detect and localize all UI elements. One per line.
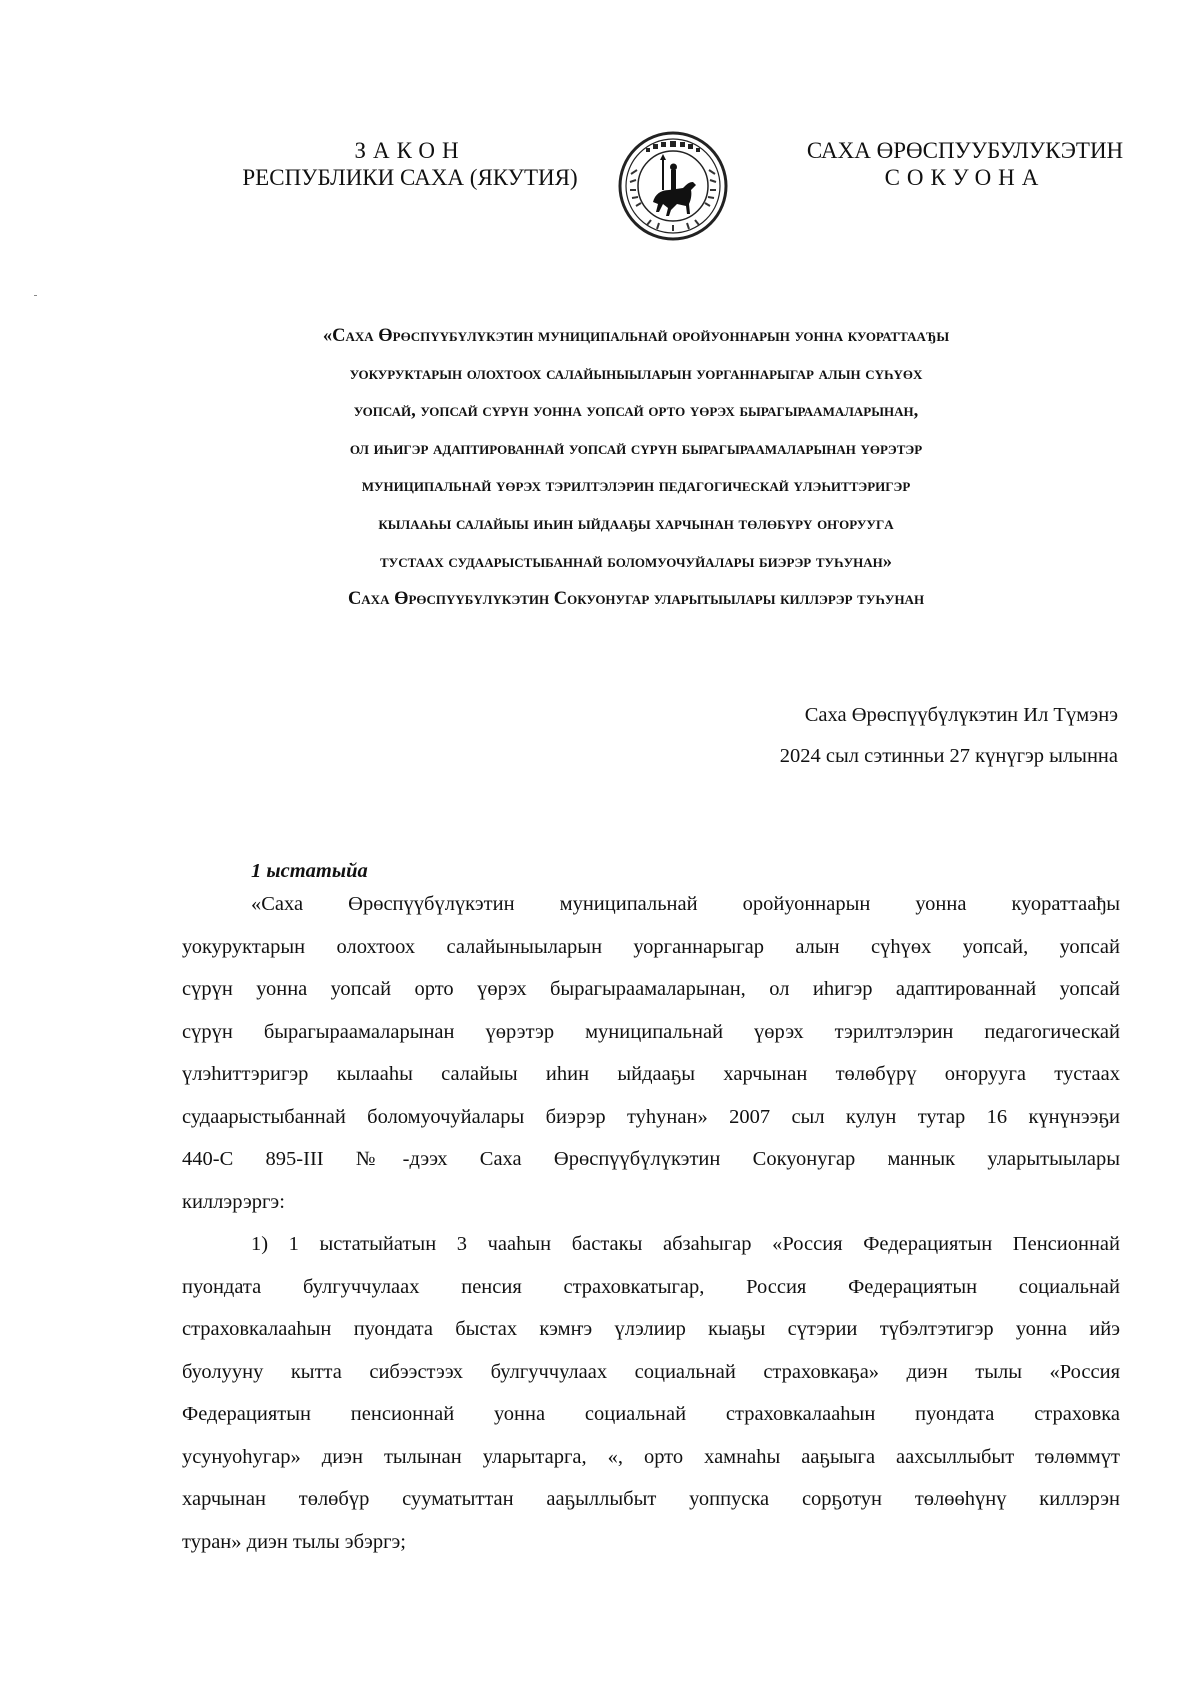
paragraph-line: усунуоһугар» диэн тылынан уларытарга, «, орто хамнаһы ааҕыыга аахсыллыбыт төлөммүт — [182, 1445, 1120, 1468]
paragraph-line: 1) 1 ыстатыйатын 3 чааһын бастакы абзаһыгар «Россия Федерациятын Пенсионнай — [251, 1233, 1120, 1255]
title-line: Саха Өрөспүүбүлүкэтин Сокуонугар уларытыылары киллэрэр туһунан — [347, 589, 925, 610]
paragraph-line: пуондата булгуччулаах пенсия страховкатыгар, Россия Федерациятын социальнай — [182, 1275, 1120, 1298]
title-line: уопсай, уопсай сүрүн уонна уопсай орто үөрэх бырагыраамаларынан, — [353, 401, 919, 422]
title-line: ол иһигэр адаптированнай уопсай сүрүн бырагыраамаларынан үөрэтэр — [349, 438, 923, 459]
sakha-republic-emblem-icon — [617, 130, 729, 242]
title-line: муниципальнай үөрэх тэрилтэлэрин педагогическай үлэһиттэригэр — [361, 476, 911, 497]
paragraph-line: үлэһиттэригэр кылааһы салайыы иһин ыйдааҕы харчынан төлөбүрү оҥоруугa тустаах — [182, 1063, 1120, 1085]
paragraph-line: туран» диэн тылы эбэргэ; — [182, 1530, 406, 1553]
header-right-line2: СОКУОНА — [884, 165, 1046, 190]
header-right-line1: САХА ӨРӨСПУУБУЛУКЭТИН — [806, 138, 1124, 163]
law-title — [150, 318, 1122, 619]
paragraph-line: страховкалааһын пуондата быстах кэмҥэ үлэлиир кыаҕы сүтэрии түбэлтэтигэр уонна ийэ — [182, 1318, 1120, 1340]
paragraph-line: уокуруктарын олохтоох салайыныыларын уорганнарыгар алын сүһүөх уопсай, уопсай — [182, 935, 1120, 958]
paragraph-1 — [182, 883, 1120, 1223]
adoption-date: 2024 сыл сэтинньи 27 күнүгэр ылынна — [779, 745, 1118, 767]
paragraph-line: 440-С 895-III №-дээх Саха Өрөспүүбүлүкэтин Сокуонугар маннык уларытыылары — [182, 1148, 1120, 1170]
header-left-ru — [200, 137, 620, 191]
paragraph-line: киллэрэргэ: — [182, 1190, 285, 1213]
paragraph-line: судаарыстыбаннай боломуочуйалары биэрэр туһунан» 2007 сыл кулун тутар 16 күнүнээҕи — [182, 1105, 1120, 1128]
paragraph-line: Федерациятын пенсионнай уонна социальнай страховкалааһын пуондата страховка — [182, 1403, 1120, 1425]
paragraph-line: харчынан төлөбүр сууматыттан ааҕыллыбыт уоппуска сорҕотун төлөөһүнү киллэрэн — [182, 1488, 1120, 1510]
header-left-line1: ЗАКОН — [354, 138, 466, 163]
paragraph-line: буолууну кытта сибээстээх булгуччулаах социальнай страховкаҕа» диэн тылы «Россия — [182, 1360, 1120, 1383]
title-line: уокуруктарын олохтоох салайыныыларын уорганнарыгар алын сүһүөх — [349, 363, 923, 384]
paragraph-line: «Саха Өрөспүүбүлүкэтин муниципальнай оройуоннарын уонна куораттаађы — [251, 893, 1120, 915]
title-line: тустаах судаарыстыбаннай боломуочуйалары биэрэр туһунан» — [380, 551, 892, 572]
article-heading: 1 ыстатыйа — [251, 860, 368, 882]
scan-speck — [34, 295, 37, 296]
title-line: кылааһы салайыы иһин ыйдааҕы харчынан төлөбүрү оҥоруугa — [378, 513, 894, 534]
paragraph-line: сүрүн уонна уопсай орто үөрэх бырагыраамаларынан, ол иһигэр адаптированнай уопсай — [182, 978, 1120, 1000]
header-right-sakha — [790, 137, 1140, 191]
adopting-body: Саха Өрөспүүбүлүкэтин Ил Түмэнэ — [804, 704, 1118, 726]
paragraph-2 — [182, 1223, 1120, 1563]
header-left-line2: РЕСПУБЛИКИ САХА (ЯКУТИЯ) — [242, 165, 578, 190]
title-line: «Саха Өрөспүүбүлүкэтин муниципальнай оройуоннарын уонна куораттаађы — [322, 326, 950, 346]
paragraph-line: сүрүн бырагыраамаларынан үөрэтэр муниципальнай үөрэх тэрилтэлэрин педагогическай — [182, 1020, 1120, 1043]
adoption-info — [780, 695, 1118, 777]
